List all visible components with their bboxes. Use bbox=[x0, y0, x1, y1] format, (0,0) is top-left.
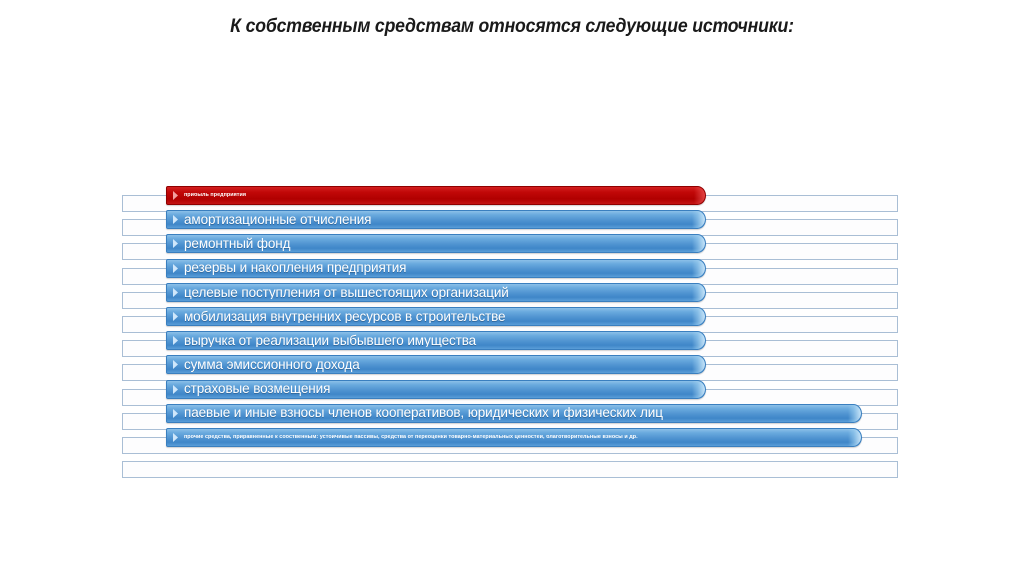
trailing-frame-row bbox=[122, 452, 902, 476]
source-bar[interactable] bbox=[166, 355, 706, 374]
list-item bbox=[122, 380, 902, 404]
list-item bbox=[122, 283, 902, 307]
list-item bbox=[122, 234, 902, 258]
source-bar-highlighted[interactable] bbox=[166, 186, 706, 205]
list-item bbox=[122, 307, 902, 331]
right-arrow-icon bbox=[172, 336, 178, 345]
source-label: прибыль предприятия bbox=[184, 192, 247, 198]
source-label: целевые поступления от вышестоящих организаций bbox=[184, 285, 509, 299]
source-label: амортизационные отчисления bbox=[184, 212, 372, 227]
source-label: мобилизация внутренних ресурсов в строительстве bbox=[184, 309, 506, 324]
source-label: сумма эмиссионного дохода bbox=[184, 358, 360, 372]
source-bar[interactable] bbox=[166, 428, 862, 447]
sources-diagram bbox=[122, 186, 902, 476]
source-label: страховые возмещения bbox=[184, 382, 331, 396]
right-arrow-icon bbox=[172, 264, 178, 273]
list-item bbox=[122, 186, 902, 210]
list-item bbox=[122, 355, 902, 379]
source-bar[interactable] bbox=[166, 380, 706, 399]
source-bar[interactable] bbox=[166, 210, 706, 229]
right-arrow-icon bbox=[172, 360, 178, 369]
source-bar[interactable] bbox=[166, 404, 862, 423]
source-bar[interactable] bbox=[166, 259, 706, 278]
list-item bbox=[122, 428, 902, 452]
source-bar[interactable] bbox=[166, 307, 706, 326]
row-frame bbox=[122, 461, 898, 478]
list-item bbox=[122, 259, 902, 283]
source-bar[interactable] bbox=[166, 331, 706, 350]
right-arrow-icon bbox=[172, 215, 178, 224]
source-label: выручка от реализации выбывшего имущества bbox=[184, 333, 477, 348]
right-arrow-icon bbox=[172, 433, 178, 442]
list-item bbox=[122, 404, 902, 428]
right-arrow-icon bbox=[172, 191, 178, 200]
right-arrow-icon bbox=[172, 385, 178, 394]
page-title: К собственным средствам относятся следующие источники: bbox=[230, 16, 794, 37]
list-item bbox=[122, 210, 902, 234]
source-label: паевые и иные взносы членов кооперативов, юридических и физических лиц bbox=[184, 406, 663, 420]
source-bar[interactable] bbox=[166, 283, 706, 302]
source-label: резервы и накопления предприятия bbox=[184, 261, 407, 275]
right-arrow-icon bbox=[172, 312, 178, 321]
right-arrow-icon bbox=[172, 409, 178, 418]
list-item bbox=[122, 331, 902, 355]
source-label: ремонтный фонд bbox=[184, 237, 291, 251]
right-arrow-icon bbox=[172, 239, 178, 248]
source-bar[interactable] bbox=[166, 234, 706, 253]
right-arrow-icon bbox=[172, 288, 178, 297]
source-label: прочие средства, приравненные к собственным: устойчивые пассивы, средства от переоценки товарно-материальных ценностей, благотворительные взносы и др. bbox=[184, 434, 638, 440]
